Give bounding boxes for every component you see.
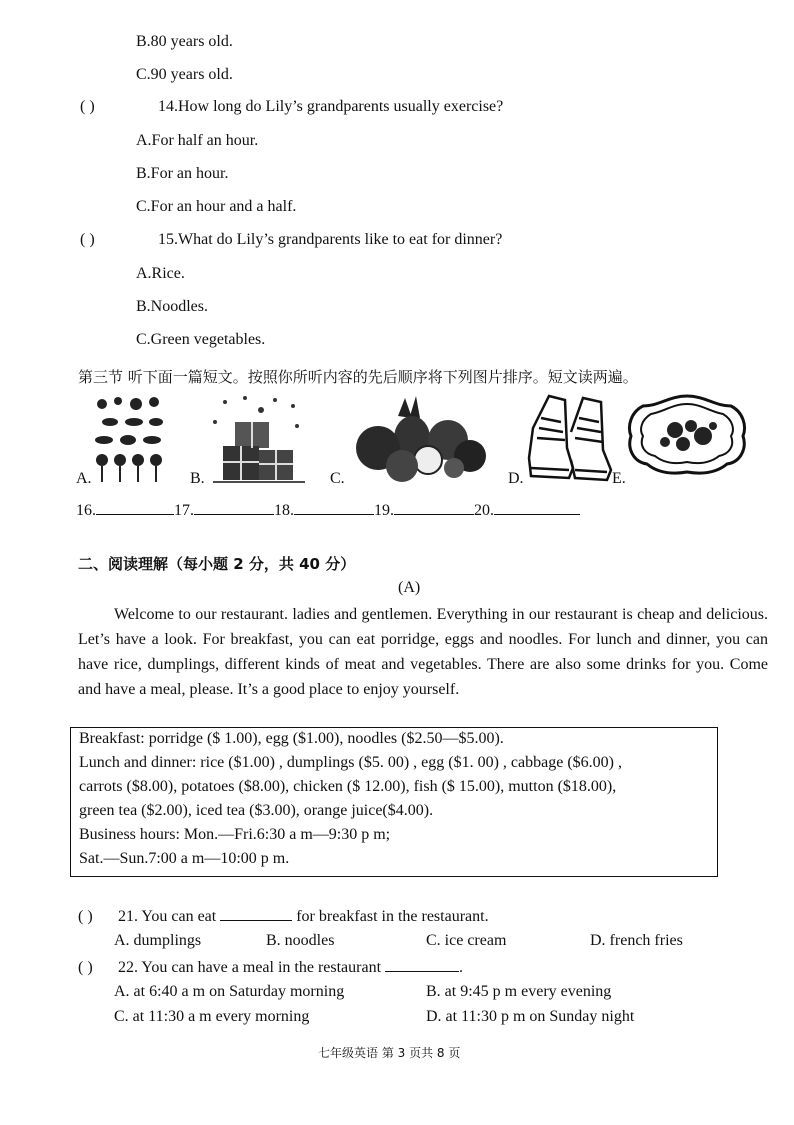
q21-stem-end: for breakfast in the restaurant. bbox=[296, 908, 489, 925]
sneakers-icon bbox=[525, 388, 615, 484]
q21-stem-start: 21. You can eat bbox=[118, 908, 217, 925]
answer-label-16: 16. bbox=[76, 502, 96, 519]
q14-option-a: A.For half an hour. bbox=[136, 132, 259, 149]
page-footer: 七年级英语 第 3 页共 8 页 bbox=[318, 1046, 461, 1060]
picture-label-b: B. bbox=[190, 470, 205, 487]
q22-fill-blank bbox=[385, 957, 459, 972]
gift-boxes-icon bbox=[205, 392, 305, 484]
answer-blanks-row bbox=[76, 500, 580, 520]
menu-line-breakfast: Breakfast: porridge ($ 1.00), egg ($1.00), noodles ($2.50—$5.00). bbox=[79, 730, 504, 747]
answer-blank-19[interactable] bbox=[394, 500, 474, 515]
q22-stem-start: 22. You can have a meal in the restaurant bbox=[118, 959, 382, 976]
q22-option-c: C. at 11:30 a m every morning bbox=[114, 1008, 310, 1025]
answer-blank-18[interactable] bbox=[294, 500, 374, 515]
q15-option-b: B.Noodles. bbox=[136, 298, 208, 315]
section3-heading: 第三节 听下面一篇短文。按照你所听内容的先后顺序将下列图片排序。短文读两遍。 bbox=[78, 368, 638, 386]
picture-label-d: D. bbox=[508, 470, 524, 487]
q21-option-a: A. dumplings bbox=[114, 932, 202, 949]
q21-answer-blank[interactable]: ( ) bbox=[78, 908, 93, 925]
picture-label-e: E. bbox=[612, 470, 626, 487]
menu-box bbox=[70, 727, 718, 877]
answer-label-20: 20. bbox=[474, 502, 494, 519]
q15-option-c: C.Green vegetables. bbox=[136, 331, 266, 348]
q21-row bbox=[78, 906, 489, 926]
q22-row bbox=[78, 957, 463, 977]
menu-line-lunch: Lunch and dinner: rice ($1.00) , dumplings ($5. 00) , egg ($1. 00) , cabbage ($6.00) , bbox=[79, 754, 622, 771]
passage-label: (A) bbox=[398, 579, 421, 596]
menu-line-hours-weekday: Business hours: Mon.—Fri.6:30 a m—9:30 p m; bbox=[79, 826, 391, 843]
q21-option-b: B. noodles bbox=[266, 932, 335, 949]
q13-option-b: B.80 years old. bbox=[136, 33, 233, 50]
menu-line-drinks: green tea ($2.00), iced tea ($3.00), orange juice($4.00). bbox=[79, 802, 434, 819]
q15-answer-blank[interactable]: ( ) bbox=[80, 231, 95, 248]
q14-option-b: B.For an hour. bbox=[136, 165, 229, 182]
picture-label-c: C. bbox=[330, 470, 345, 487]
q14-option-c: C.For an hour and a half. bbox=[136, 198, 297, 215]
answer-blank-16[interactable] bbox=[96, 500, 174, 515]
q22-answer-blank[interactable]: ( ) bbox=[78, 959, 93, 976]
answer-label-18: 18. bbox=[274, 502, 294, 519]
answer-blank-20[interactable] bbox=[494, 500, 580, 515]
passage-paragraph: Welcome to our restaurant. ladies and gentlemen. Everything in our restaurant is cheap and delicious. Let’s have a look. For breakfast, you can eat porridge, eggs and noodles. For lunch and dinner, you can have rice, dumplings, different kinds of meat and vegetables. There are also some drinks for you. Come and have a meal, please. It’s a good place to enjoy yourself. bbox=[78, 606, 768, 698]
q14-answer-blank[interactable]: ( ) bbox=[80, 98, 95, 115]
menu-line-hours-weekend: Sat.—Sun.7:00 a m—10:00 p m. bbox=[79, 850, 290, 867]
q22-option-a: A. at 6:40 a m on Saturday morning bbox=[114, 983, 345, 1000]
answer-blank-17[interactable] bbox=[194, 500, 274, 515]
q22-option-b: B. at 9:45 p m every evening bbox=[426, 983, 612, 1000]
q14-stem: 14.How long do Lily’s grandparents usually exercise? bbox=[158, 98, 504, 115]
answer-label-19: 19. bbox=[374, 502, 394, 519]
paper-cut-icon bbox=[625, 392, 750, 478]
q15-option-a: A.Rice. bbox=[136, 265, 185, 282]
answer-label-17: 17. bbox=[174, 502, 194, 519]
q21-fill-blank bbox=[220, 906, 292, 921]
q22-option-d: D. at 11:30 p m on Sunday night bbox=[426, 1008, 635, 1025]
picture-label-a: A. bbox=[76, 470, 92, 487]
menu-line-meats: carrots ($8.00), potatoes ($8.00), chicken ($ 12.00), fish ($ 15.00), mutton ($18.00), bbox=[79, 778, 617, 795]
reading-heading: 二、阅读理解（每小题 2 分，共 40 分） bbox=[78, 555, 356, 573]
q13-option-c: C.90 years old. bbox=[136, 66, 233, 83]
q21-option-c: C. ice cream bbox=[426, 932, 507, 949]
q15-stem: 15.What do Lily’s grandparents like to eat for dinner? bbox=[158, 231, 503, 248]
q15-row bbox=[80, 231, 502, 249]
q22-stem-end: . bbox=[459, 959, 464, 976]
q21-option-d: D. french fries bbox=[590, 932, 683, 949]
fruit-icon bbox=[350, 394, 490, 484]
candy-icon bbox=[90, 392, 172, 484]
q14-row bbox=[80, 98, 503, 116]
